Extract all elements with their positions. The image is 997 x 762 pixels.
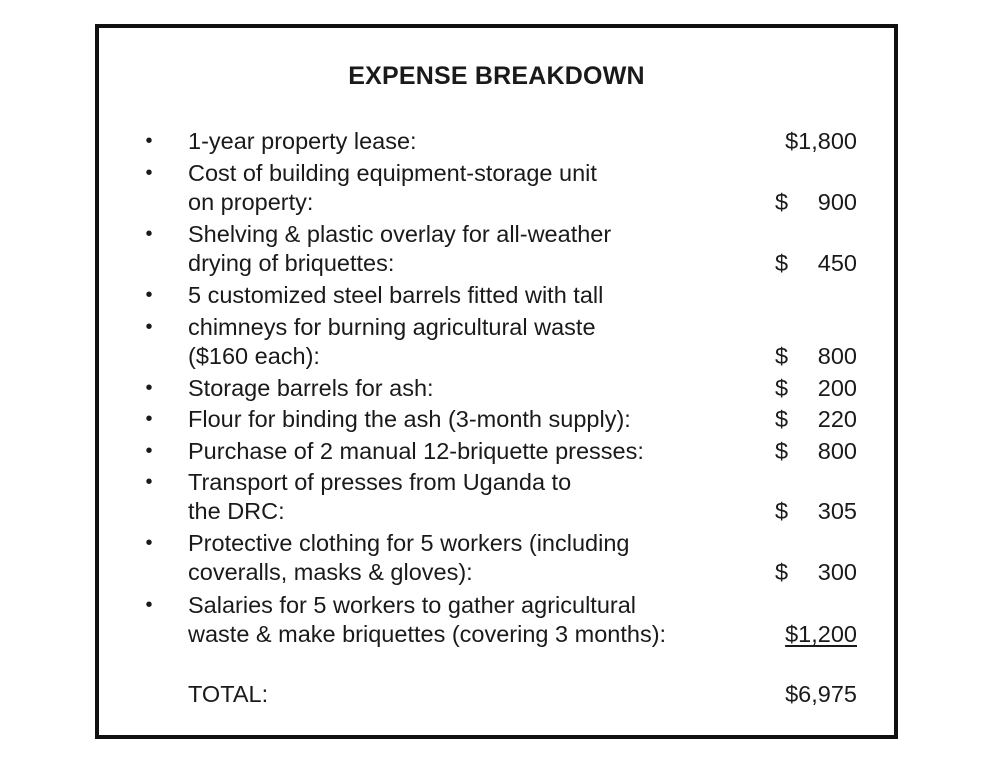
item-amount: $ 900	[775, 189, 857, 215]
expense-breakdown-box	[95, 24, 898, 739]
list-item-continuation	[99, 619, 894, 649]
list-item	[99, 280, 894, 310]
total-amount: $6,975	[785, 681, 857, 707]
bullet-icon: •	[145, 440, 153, 462]
list-item	[99, 436, 894, 466]
bullet-icon: •	[145, 284, 153, 306]
item-amount: $ 800	[775, 343, 857, 369]
list-item	[99, 467, 894, 497]
total-label: TOTAL:	[188, 681, 269, 707]
bullet-icon: •	[145, 532, 153, 554]
item-label: Shelving & plastic overlay for all-weather	[188, 221, 612, 247]
item-label: on property:	[188, 189, 314, 215]
list-item	[99, 312, 894, 342]
item-amount: $ 200	[775, 375, 857, 401]
list-item	[99, 404, 894, 434]
list-item-continuation	[99, 557, 894, 587]
item-label: chimneys for burning agricultural waste	[188, 314, 596, 340]
item-label: drying of briquettes:	[188, 250, 395, 276]
bullet-icon: •	[145, 223, 153, 245]
item-label: Transport of presses from Uganda to	[188, 469, 572, 495]
bullet-icon: •	[145, 594, 153, 616]
item-label: Flour for binding the ash (3-month supply):	[188, 406, 631, 432]
item-label: waste & make briquettes (covering 3 months):	[188, 621, 667, 647]
bullet-icon: •	[145, 130, 153, 152]
list-item	[99, 528, 894, 558]
list-item-continuation	[99, 496, 894, 526]
item-label: Salaries for 5 workers to gather agricultural	[188, 592, 637, 618]
bullet-icon: •	[145, 316, 153, 338]
item-label: coveralls, masks & gloves):	[188, 559, 473, 585]
item-amount: $1,200	[785, 621, 857, 647]
item-amount: $ 220	[775, 406, 857, 432]
item-label: Purchase of 2 manual 12-briquette presses:	[188, 438, 644, 464]
list-item	[99, 373, 894, 403]
bullet-icon: •	[145, 377, 153, 399]
item-label: 1-year property lease:	[188, 128, 417, 154]
list-item-continuation	[99, 341, 894, 371]
item-amount: $ 800	[775, 438, 857, 464]
page-title: EXPENSE BREAKDOWN	[348, 62, 645, 90]
list-item	[99, 126, 894, 156]
item-amount: $ 450	[775, 250, 857, 276]
bullet-icon: •	[145, 408, 153, 430]
list-item	[99, 158, 894, 188]
item-label: Storage barrels for ash:	[188, 375, 434, 401]
item-amount: $1,800	[785, 128, 857, 154]
item-amount: $ 300	[775, 559, 857, 585]
total-row	[99, 679, 894, 709]
bullet-icon: •	[145, 471, 153, 493]
item-label: ($160 each):	[188, 343, 320, 369]
list-item-continuation	[99, 187, 894, 217]
list-item	[99, 219, 894, 249]
bullet-icon: •	[145, 162, 153, 184]
list-item-continuation	[99, 248, 894, 278]
list-item	[99, 590, 894, 620]
item-label: Protective clothing for 5 workers (including	[188, 530, 630, 556]
item-amount: $ 305	[775, 498, 857, 524]
item-label: Cost of building equipment-storage unit	[188, 160, 597, 186]
item-label: the DRC:	[188, 498, 285, 524]
item-label: 5 customized steel barrels fitted with tall	[188, 282, 604, 308]
